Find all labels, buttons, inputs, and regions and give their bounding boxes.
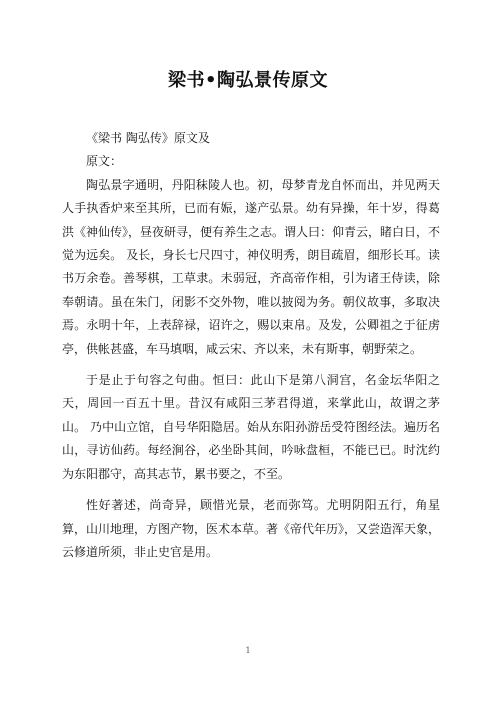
subtitle-line: 《梁书 陶弘传》原文及 <box>86 131 210 145</box>
paragraph-1: 陶弘景字通明，丹阳秣陵人也。初，母梦青龙自怀而出，并见两天人手执香炉来至其所，已而有娠，遂产弘景。幼有异操，年十岁，得葛洪《神仙传》，昼夜研寻，便有养生之志。谓人曰：仰青云，睹白日，不觉为远矣。 及长，身长七尺四寸，神仪明秀，朗目疏眉，细形长耳。读书万余卷。善琴棋，工草隶。未弱冠，齐高帝作相，引为诸王侍读，除奉朝请。虽在朱门，闭影不交外物，唯以披阅为务。朝仪故事，多取决焉。永明十年，上表辞禄，诏许之，赐以束帛。及发，公卿祖之于征虏亭，供帐甚盛，车马填咽，咸云宋、齐以来，未有斯事，朝野荣之。 <box>62 177 441 356</box>
section-label: 原文： <box>86 154 123 169</box>
paragraph-3: 性好著述，尚奇异，顾惜光景，老而弥笃。尤明阴阳五行，角星算，山川地理，方图产物，医术本草。著《帝代年历》，又尝造浑天象，云修道所须，非止史官是用。 <box>62 498 441 559</box>
document-body <box>62 127 440 564</box>
paragraph-2: 于是止于句容之句曲。恒曰：此山下是第八洞宫，名金坛华阳之天，周回一百五十里。昔汉有咸阳三茅君得道，来掌此山，故谓之茅山。 乃中山立馆，自号华阳隐居。始从东阳孙游岳受符图经法。遍历名山，寻访仙药。每经涧谷，必坐卧其间，吟咏盘桓，不能已已。时沈约为东阳郡守，高其志节，累书要之，不至。 <box>62 373 440 481</box>
page-number: 1 <box>245 646 251 655</box>
document-title: 梁书•陶弘景传原文 <box>167 70 328 91</box>
